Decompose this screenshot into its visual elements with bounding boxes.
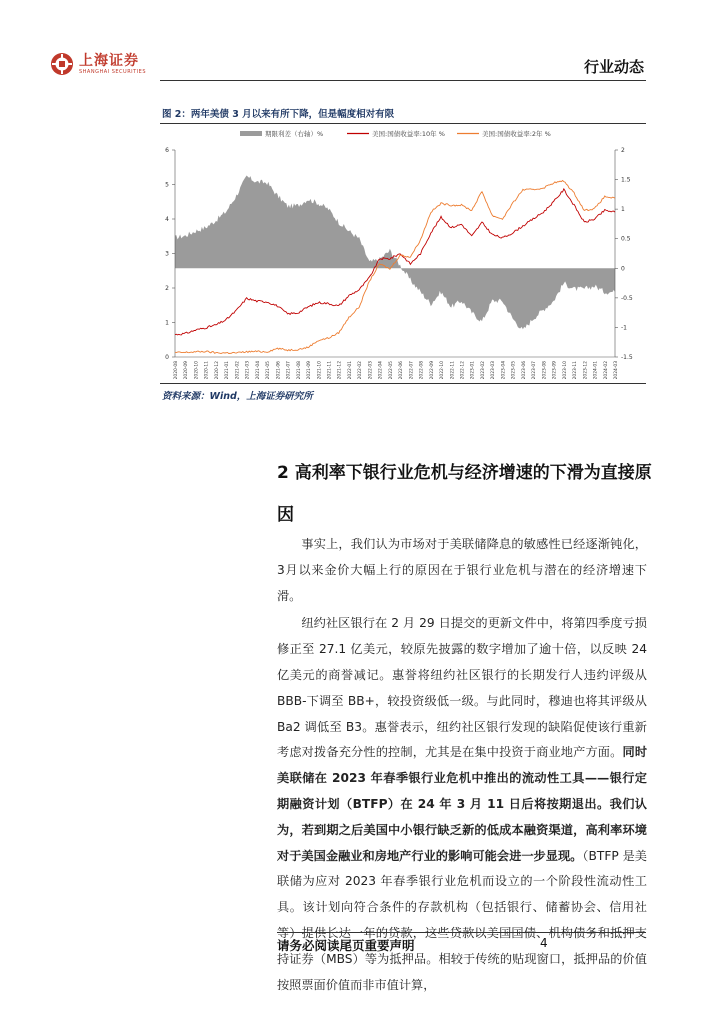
- footer-divider: [277, 932, 646, 933]
- right-tick-label: 1: [621, 206, 625, 214]
- legend-label-10y: 美国:国债收益率:10年 %: [372, 130, 445, 138]
- left-tick-label: 1: [165, 319, 169, 327]
- section-heading: 2 高利率下银行业危机与经济增速的下滑为直接原因: [277, 463, 652, 525]
- yield-chart: [155, 125, 645, 383]
- x-tick-label: 2023-02: [480, 361, 486, 380]
- x-tick-label: 2021-05: [266, 361, 272, 380]
- paragraph-2-plain: 纽约社区银行在 2 月 29 日提交的更新文件中，将第四季度亏损修正至 27.1 亿美元，较原先披露的数字增加了逾十倍，以反映 24 亿美元的商誉减记。惠誉将纽约社区银行的长期发行人违约评级从 BBB-下调至 BB+，较投资级低一级。与此同时，穆迪也将其评级从 Ba2 调低至 B3。惠誉表示，纽约社区银行发现的缺陷促使该行重新考虑对拨备充分性的控制，尤其是在集中投资于商业地产方面。: [277, 616, 647, 760]
- x-tick-label: 2020-12: [214, 361, 220, 380]
- x-tick-label: 2021-02: [235, 361, 241, 380]
- right-tick-label: 0: [621, 265, 625, 273]
- logo-name-cn: 上海证券: [79, 52, 139, 69]
- paragraph-2-note: （BTFP 是美联储为应对 2023 年春季银行业危机而设立的一个阶段性流动性工具。该计划向符合条件的存款机构（包括银行、储蓄协会、信用社等）提供长达一年的贷款，这些贷款以美国国债、机构债务和抵押支持证券（MBS）等为抵押品。相较于传统的贴现窗口，抵押品的价值按照票面价值而非市值计算，: [277, 848, 647, 992]
- x-tick-label: 2023-10: [562, 361, 568, 380]
- chart-legend: [240, 129, 551, 138]
- x-tick-label: 2020-08: [174, 361, 179, 380]
- x-tick-label: 2022-04: [378, 361, 384, 380]
- left-tick-label: 3: [165, 250, 169, 258]
- x-tick-label: 2020-11: [204, 361, 210, 380]
- x-tick-label: 2021-11: [327, 361, 333, 380]
- legend-label-2y: 美国:国债收益率:2年 %: [482, 130, 551, 138]
- right-tick-label: 0.5: [621, 235, 631, 243]
- x-tick-label: 2022-09: [429, 361, 435, 380]
- x-tick-label: 2022-02: [358, 361, 364, 380]
- x-tick-label: 2020-09: [184, 361, 190, 380]
- x-tick-label: 2023-09: [552, 361, 558, 380]
- header-divider: [160, 80, 646, 81]
- x-tick-label: 2021-03: [245, 361, 251, 380]
- x-tick-label: 2023-12: [583, 361, 589, 380]
- figure-title: 图 2：两年美债 3 月以来有所下降，但是幅度相对有限: [162, 109, 395, 120]
- x-tick-label: 2022-12: [460, 361, 466, 380]
- x-tick-label: 2021-01: [225, 361, 231, 380]
- x-tick-label: 2023-03: [491, 361, 497, 380]
- x-tick-label: 2022-11: [450, 361, 456, 380]
- left-tick-label: 2: [165, 285, 169, 292]
- left-tick-label: 6: [165, 147, 169, 154]
- right-tick-label: -1.5: [621, 354, 633, 361]
- x-tick-label: 2023-04: [501, 361, 507, 380]
- right-tick-label: 2: [621, 147, 625, 154]
- x-tick-label: 2023-08: [542, 361, 548, 380]
- right-tick-label: 1.5: [621, 176, 631, 184]
- x-tick-label: 2024-01: [593, 361, 599, 380]
- logo-mark-icon: [50, 52, 74, 76]
- x-tick-label: 2021-07: [286, 361, 292, 380]
- left-tick-label: 4: [165, 216, 169, 223]
- x-tick-label: 2023-05: [511, 361, 517, 380]
- legend-swatch-spread: [240, 131, 262, 136]
- x-tick-label: 2022-06: [399, 361, 405, 380]
- legend-label-spread: 期限利差（右轴）%: [265, 130, 324, 138]
- company-logo: [50, 52, 146, 76]
- x-tick-label: 2022-05: [388, 361, 394, 380]
- figure-top-divider: [160, 123, 646, 124]
- x-tick-label: 2022-10: [440, 361, 446, 380]
- x-tick-label: 2024-02: [603, 361, 609, 380]
- figure-bottom-divider: [160, 383, 646, 384]
- logo-name-en: SHANGHAI SECURITIES: [79, 68, 147, 75]
- x-tick-label: 2024-03: [614, 361, 619, 380]
- series-area-spread: [175, 176, 615, 330]
- x-tick-label: 2021-10: [317, 361, 323, 380]
- x-tick-label: 2021-12: [337, 361, 343, 380]
- figure-source: 资料来源：Wind，上海证券研究所: [162, 391, 313, 402]
- x-tick-label: 2023-06: [521, 361, 527, 380]
- x-tick-label: 2023-01: [470, 361, 476, 380]
- x-tick-label: 2022-07: [409, 361, 415, 380]
- x-tick-label: 2023-11: [573, 361, 579, 380]
- x-tick-label: 2021-04: [255, 361, 261, 380]
- report-category: 行业动态: [583, 58, 644, 76]
- x-tick-label: 2022-03: [368, 361, 374, 380]
- x-tick-label: 2021-06: [276, 361, 282, 380]
- x-tick-label: 2023-07: [532, 361, 538, 380]
- x-tick-label: 2021-09: [307, 361, 313, 380]
- footer-disclaimer: 请务必阅读尾页重要声明: [277, 938, 415, 953]
- body-text: [277, 532, 647, 1000]
- right-tick-label: -1: [621, 324, 627, 332]
- x-tick-label: 2022-01: [347, 361, 353, 380]
- paragraph-1: 事实上，我们认为市场对于美联储降息的敏感性已经逐渐钝化，3月以来金价大幅上行的原因在于银行业危机与潜在的经济增速下滑。: [277, 537, 647, 603]
- left-tick-label: 5: [165, 181, 169, 189]
- x-tick-label: 2021-08: [296, 361, 302, 380]
- right-tick-label: -0.5: [621, 294, 633, 302]
- left-tick-label: 0: [165, 354, 169, 361]
- page-number: 4: [540, 936, 548, 950]
- x-tick-label: 2020-10: [194, 361, 200, 380]
- x-tick-label: 2022-08: [419, 361, 425, 380]
- paragraph-2-bold: 同时美联储在 2023 年春季银行业危机中推出的流动性工具——银行定期融资计划（BTFP）在 24 年 3 月 11 日后将按期退出。我们认为，若到期之后美国中小银行缺乏新的低成本融资渠道，高利率环境对于美国金融业和房地产行业的影响可能会进一步显现。: [277, 745, 648, 863]
